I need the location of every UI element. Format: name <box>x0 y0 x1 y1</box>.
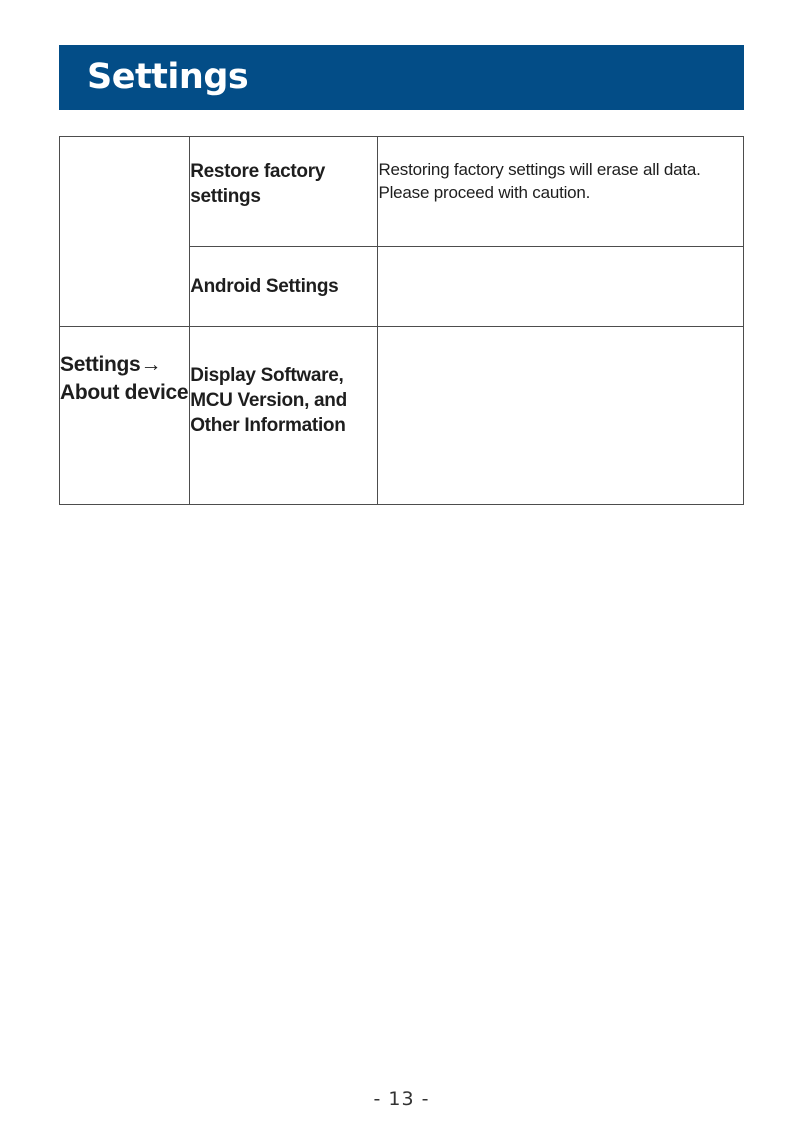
menu-path-cell <box>60 137 190 327</box>
page-number: - 13 - <box>373 1088 430 1110</box>
table-row <box>60 327 744 505</box>
setting-description-device-info <box>378 327 744 505</box>
setting-item-android-settings: Android Settings <box>190 247 378 327</box>
setting-description-android-settings <box>378 247 744 327</box>
setting-description-restore-factory: Restoring factory settings will erase all data. Please proceed with caution. <box>378 137 744 247</box>
settings-table <box>59 136 744 505</box>
table-row <box>60 137 744 247</box>
section-header-bar <box>59 45 744 110</box>
menu-path-about-device: Settings→ About device <box>60 327 190 505</box>
setting-item-restore-factory: Restore factory settings <box>190 137 378 247</box>
section-title: Settings <box>87 57 249 97</box>
setting-item-device-info: Display Software, MCU Version, and Other Information <box>190 327 378 505</box>
